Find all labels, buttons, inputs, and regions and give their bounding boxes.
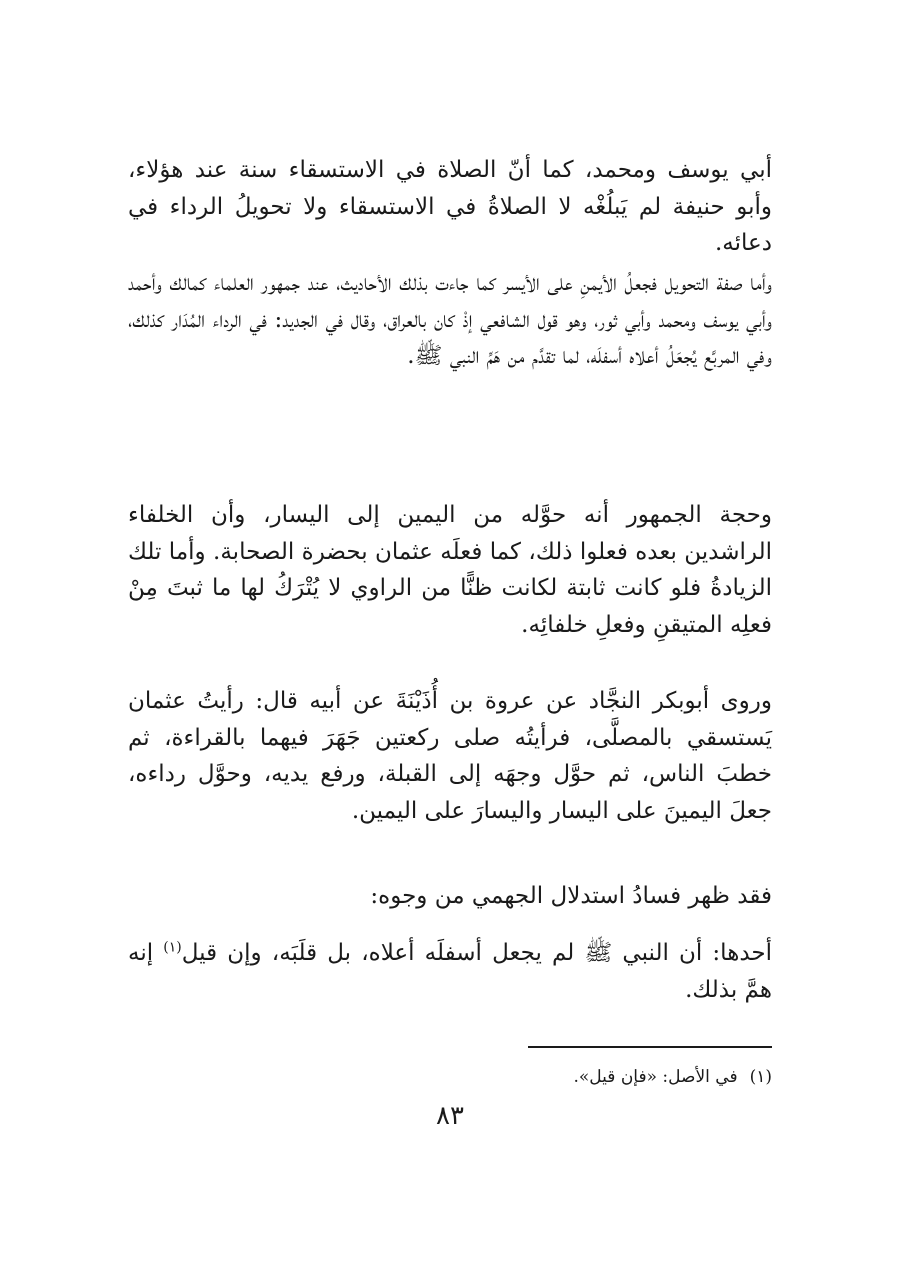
paragraph-2: وأما صفة التحويل فجعلُ الأيمنِ على الأيسر كما جاءت بذلك الأحاديث، عند جمهور العلماء كمالك وأحمد وأبي يوسف ومحمد وأبي ثور، وهو قول الشافعي إذْ كان بالعراق، وقال في الجديد: في الرداء المُدَار كذلك، وفي المربَّع يُجعَلُ أعلاه أسفلَه، لما تقدَّم من هَمِّ النبي ﷺ. [128, 270, 772, 369]
footnote-text: في الأصل: «فإن قيل». [573, 1067, 738, 1087]
paragraph-1: أبي يوسف ومحمد، كما أنّ الصلاة في الاستسقاء سنة عند هؤلاء، وأبو حنيفة لم يَبلُغْه لا الصلاةُ في الاستسقاء ولا تحويلُ الرداء في دعائه. [128, 157, 772, 256]
page-number: ٨٣ [436, 1101, 464, 1131]
footnote-divider [528, 1046, 772, 1048]
footnote-number: (١) [749, 1067, 772, 1087]
paragraph-6 [128, 935, 772, 1008]
footnote [440, 1064, 772, 1090]
paragraph-5: فقد ظهر فسادُ استدلال الجهمي من وجوه: [370, 883, 772, 909]
footnote-reference[interactable]: (١) [163, 939, 182, 956]
paragraph-6-tail: إنه همَّ بذلك. [128, 940, 772, 1003]
paragraph-6-text: أحدها: أن النبي ﷺ لم يجعل أسفلَه أعلاه، بل قلَبَه، وإن قيل [181, 940, 772, 966]
paragraph-3: وحجة الجمهور أنه حوَّله من اليمين إلى اليسار، وأن الخلفاء الراشدين بعده فعلوا ذلك، كما فعلَه عثمان بحضرة الصحابة. وأما تلك الزيادةُ فلو كانت ثابتة لكانت ظنًّا من الراوي لا يُتْرَكُ لها ما ثبتَ مِنْ فعلِه المتيقنِ وفعلِ خلفائِه. [128, 502, 772, 638]
paragraph-4: وروى أبوبكر النجَّاد عن عروة بن أُذَيْنَةَ عن أبيه قال: رأيتُ عثمان يَستسقي بالمصلَّى، فرأيتُه صلى ركعتين جَهَرَ فيهما بالقراءة، ثم خطبَ الناس، ثم حوَّل وجهَه إلى القبلة، ورفع يديه، وحوَّل رداءه، جعلَ اليمينَ على اليسار واليسارَ على اليمين. [128, 688, 772, 824]
